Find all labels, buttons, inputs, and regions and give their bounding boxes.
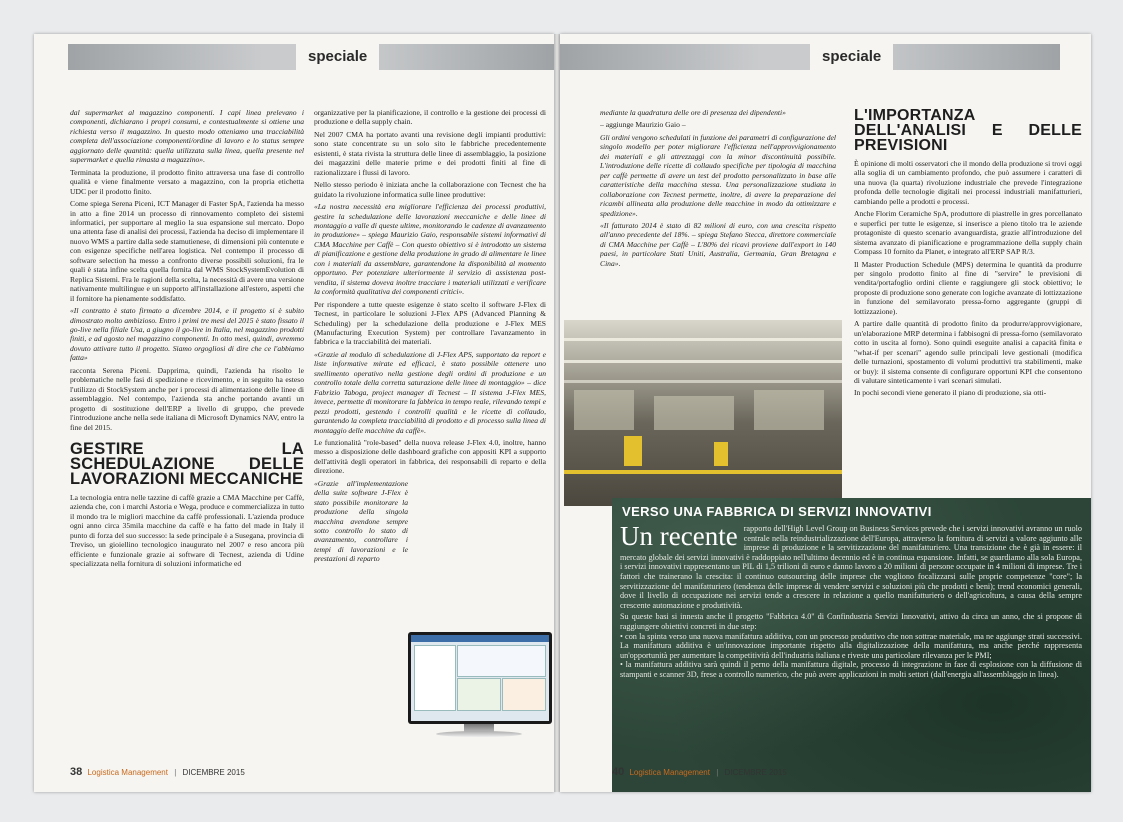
paragraph: mediante la quadratura delle ore di presenza dei dipendenti» xyxy=(600,108,786,117)
section-header-label: speciale xyxy=(810,42,893,72)
factory-photo xyxy=(564,320,842,506)
issue-date: DICEMBRE 2015 xyxy=(182,768,245,777)
header-bar xyxy=(68,44,554,70)
footer-separator: | xyxy=(174,768,177,777)
paragraph: Nel 2007 CMA ha portato avanti una revisione degli impianti produttivi: sono state concentrate su un solo sito le fabbriche precedentemente esistenti, è stata rivista la struttura delle linee di assemblaggio, la posizione dei magazzini delle materie prime e dei prodotti finiti al fine di razionalizzare i flussi di lavoro. xyxy=(314,129,546,177)
paragraph: Nello stesso periodo è iniziata anche la collaborazione con Tecnest che ha guidato la rivoluzione informatica sulle linee produttive: xyxy=(314,180,546,199)
paragraph: «Il fatturato 2014 è stato di 82 milioni di euro, con una crescita rispetto all'anno precedente del 18%. – spiega Stefano Stecca, direttore commerciale di CMA Macchine per Caffè – L'80% dei ricavi proviene dall'export in 140 paesi, in particolare Stati Uniti, Australia, Germania, Gran Bretagna e Cina». xyxy=(600,220,836,268)
paragraph: Per rispondere a tutte queste esigenze è stato scelto il software J-Flex di Tecnest, in particolare le soluzioni J-Flex APS (Advanced Planning & Scheduling) per la schedulazione della produzione e J-Flex MES (Manufacturing Execution System) per controllare l'avanzamento in fabbrica e la tracciabilità dei materiali. xyxy=(314,299,546,347)
section-header-label: speciale xyxy=(296,42,379,72)
paragraph: È opinione di molti osservatori che il mondo della produzione si trovi oggi alla soglia di un cambiamento profondo, che può assumere i caratteri di una nuova (la quarta) rivoluzione industriale che prevede l'integrazione profonda delle tecnologie digitali nei processi industriali manifatturieri, cambiando pelle a prodotti e processi. xyxy=(854,159,1082,206)
left-col2-quote: «Grazie all'implementazione della suite software J-Flex è stato possibile monitorare la produzione della singola macchina avendone sempre sotto controllo lo stato di avanzamento, controllare i tempi di lavorazioni e le prestazioni di reparto xyxy=(314,478,408,564)
monitor-illustration xyxy=(406,632,554,738)
page-number: 38 xyxy=(70,766,83,778)
sidebar-box xyxy=(612,498,1091,792)
software-dashboard-image xyxy=(411,635,549,721)
paragraph: Terminata la produzione, il prodotto finito attraversa una fase di controllo qualità e viene finalmente versato a magazzino, con la propria etichetta UDC per il prodotto finito. xyxy=(70,167,304,196)
paragraph: – aggiunge Maurizio Gaio – xyxy=(600,120,686,130)
box-body xyxy=(620,521,1082,680)
left-col1-bottom-text: La tecnologia entra nelle tazzine di caffè grazie a CMA Macchine per Caffè, azienda che, con i marchi Astoria e Wega, produce e commercializza in tutto il mondo tra le migliori macchine da caffè professionali. L'azienda produce ogni anno circa 35mila macchine da caffè e ha fatto del made in Italy il punto di forza del suo successo: la sede principale è a Susegana, provincia di Treviso, un gioiellino tecnologico inaugurato nel 2007 e reso ancora più efficiente e funzionale grazie ai software di Tecnest, azienda di Udine specializzata nella fornitura di soluzioni informatiche ed xyxy=(70,492,304,569)
magazine-brand: Logistica Management xyxy=(629,768,710,777)
box-bullet-1: • con la spinta verso una nuova manifattura additiva, con un processo produttivo che non sottrae materiale, ma ne aggiunge strati successivi. La manifattura additiva è un'innovazione importante rispetto alla digitalizzazione della manifattura, ma anche perché rappresenta un'opportunità per aumentare la competitività dell'industria italiana e riveste una particolare rilevanza per le PMI; xyxy=(620,631,1082,660)
right-column-2 xyxy=(854,108,1082,498)
paragraph: Il Master Production Schedule (MPS) determina le quantità da produrre per singolo prodotto finito al fine di "servire" le previsioni di vendita/portafoglio ordini cliente e raggiungere gli stock obiettivo; le proposte di produzione sono generate con logiche avanzate di lottizzazione in funzione del semilavorato pressa-forno aggregante (gruppi di lottizzazione). xyxy=(854,259,1082,316)
left-column-1 xyxy=(70,108,304,708)
box-dropcap: Un recente xyxy=(620,521,738,551)
right-column-1 xyxy=(600,108,836,318)
paragraph: Le funzionalità "role-based" della nuova release J-Flex 4.0, inoltre, hanno messo a disposizione delle dashboard grafiche con appositi KPI a supporto dell'attività degli operatori in fabbrica, dei responsabili di reparto e della direzione. xyxy=(314,437,546,476)
box-paragraph-1: rapporto dell'High Level Group on Business Services prevede che i servizi innovativi avranno un ruolo centrale nella reindustrializzazione dell'Europa, attraverso la fornitura di servizi a valore aggiunto alle imprese di produzione e la servitizzazione del manifatturiero. Una transizione che è già in essere: il mercato globale dei servizi innovativi è raddoppiato nell'ultimo decennio ed è in continua espansione. Infatti, se guardiamo alla sola Europa, i servizi innovativi rappresentano un PIL di 1,5 trilioni di euro e danno lavoro a 20 milioni di persone occupate in 4 milioni di imprese. Tre i fattori che trainerano la crescita: il continuo outsourcing delle imprese che vogliono focalizzarsi sulle proprie competenze "core"; la servitizzazione del manifatturiero (tendenza delle imprese di vendere servizi e soluzioni più che prodotti e beni); trend economici generali, dove il livello di occupazione nei servizi tende a crescere in relazione a quello manifatturiero o dell'agricoltura, a causa della sempre crescente automazione e produttività. xyxy=(620,524,1082,610)
paragraph: «Grazie al modulo di schedulazione di J-Flex APS, supportato da report e liste informative mirate ed efficaci, è stato possibile ottenere uno snellimento operativo nella gestione degli ordini di produzione e un controllo totale della corretta saturazione delle linee di montaggio» – dice Fabrizio Taboga, project manager di Tecnest – Il sistema J-Flex MES, invece, permette di monitorare la fabbrica in tempo reale, rilevando tempi e pezzi prodotti, gestendo i controlli qualità e le ricette di collaudo, garantendo la completa tracciabilità di prodotto e di processo sulla linea di montaggio delle macchine da caffè». xyxy=(314,349,546,435)
footer-separator: | xyxy=(716,768,719,777)
box-title: VERSO UNA FABBRICA DI SERVIZI INNOVATIVI xyxy=(622,504,932,519)
paragraph: racconta Serena Piceni. Dapprima, quindi, l'azienda ha risolto le problematiche nelle fasi di spedizione e ricevimento, e in seguito ha esteso l'utilizzo di StockSystem anche per i processi di alimentazione delle linee di assemblaggio. Nel contempo, l'azienda sta anche portando avanti un progetto di sostituzione dell'ERP a livello di gruppo, che prevede l'introduzione anche nella sede italiana di Microsoft Dynamics NAV, entro la fine del 2015. xyxy=(70,365,304,432)
issue-date: DICEMBRE 2015 xyxy=(724,768,787,777)
header-bar xyxy=(560,44,1060,70)
section-title: GESTIRE LA SCHEDULAZIONE DELLE LAVORAZIONI MECCANICHE xyxy=(70,439,304,488)
paragraph: In pochi secondi viene generato il piano di produzione, sia otti- xyxy=(854,388,1047,398)
right-section-title: L'IMPORTANZA DELL'ANALISI E DELLE PREVISIONI xyxy=(854,108,1082,154)
right-col2-text xyxy=(854,159,1082,398)
left-col1-top-text xyxy=(70,108,304,432)
paragraph: dal supermarket al magazzino componenti. I capi linea prelevano i componenti, dichiarano i propri consumi, e contestualmente si ottiene una richiesta verso il magazzino. In questo modo otteniamo una tracciabilità completa dell'associazione componenti/ordine di lavoro e lo status sempre aggiornato delle quantità: quella utilizzata sulla linea, quella presente nel supermarket e quella rimasta a magazzino». xyxy=(70,108,304,165)
paragraph: «Il contratto è stato firmato a dicembre 2014, e il progetto si è subito dimostrato molto ambizioso. Entro i primi tre mesi del 2015 è stato fissato il go-live nella filiale Usa, a giugno il go-live in Italia, nel magazzino prodotti finiti, e ad agosto nel magazzino componenti. In otto mesi, quindi, avremmo dovuto attivare tutto il progetto. Siamo orgogliosi di dire che ce l'abbiamo fatta» xyxy=(70,306,304,363)
box-paragraph-2: Su queste basi si innesta anche il progetto "Fabbrica 4.0" di Confindustria Servizi Innovativi, attivo da circa un anno, che si propone di raggiungere obiettivi concreti in due step: xyxy=(620,612,1082,631)
paragraph: Anche Florim Ceramiche SpA, produttore di piastrelle in gres porcellanato e superfici per tutte le esigenze, si inserisce a pieno titolo tra le aziende protagoniste di questo scenario avanguardista, grazie all'introduzione del sistema avanzato di pianificazione e programmazione della supply chain Compass 10 fornito da Planet, e integrato all'ERP SAP R/3. xyxy=(854,209,1082,257)
right-col1-top-text xyxy=(600,108,836,268)
paragraph: organizzative per la pianificazione, il controllo e la gestione dei processi di produzione e della supply chain. xyxy=(314,108,546,127)
box-bullet-2: • la manifattura additiva sarà quindi il perno della manifattura digitale, processo di integrazione in fase di esplosione con la diffusione di stampanti e scanner 3D, frese a controllo numerico, che può avere applicazioni in molti settori (dall'energia all'assemblaggio in linea). xyxy=(620,660,1082,679)
paragraph: A partire dalle quantità di prodotto finito da produrre/approvvigionare, un'elaborazione MRP determina i fabbisogni di pressa-forno (semilavorato cotto in uscita al forno). Sono quindi eseguite analisi a capacità finita e "what-if per scenari" agendo sulle principali leve gestionali (modifica delle turnazioni, spostamento di volumi produttivi tra stabilimenti, make or buy): il sistema consente di configurare opportuni KPI che consentono di valutare sinteticamente i vari scenari simulati. xyxy=(854,319,1082,385)
paragraph: Gli ordini vengono schedulati in funzione dei parametri di configurazione del singolo modello per poter migliorare l'efficienza nell'approvvigionamento dei materiali e gli attrezzaggi con la minor discontinuità possibile. L'introduzione delle ricette di collaudo specifiche per tipologia di macchina per caffè permette di avere un test del prodotto personalizzato in base alle caratteristiche della macchina stessa. Una personalizzazione studiata in collaborazione con Tecnest permette, inoltre, di avere la preparazione dei ricambi allineata alla produzione delle macchine in modo da ottimizzare e spedizione». xyxy=(600,132,836,218)
paragraph: «La nostra necessità era migliorare l'efficienza dei processi produttivi, gestire la schedulazione delle lavorazioni meccaniche e delle linee di montaggio a valle di queste ultime, monitorando le cadenze di avanzamento in produzione» – spiega Maurizio Gaio, responsabile sistemi informativi di CMA Macchine per Caffè – Con questo obiettivo si è introdotto un sistema di pianificazione e gestione della produzione in grado di alimentare le linee con i materiali da assemblare, garantendone la disponibilità al momento opportuno. Per potenziare ulteriormente il servizio di assistenza post-vendita, il sistema doveva inoltre tracciare i materiali utilizzati e verificare la conformità qualitativa dei componenti critici». xyxy=(314,202,546,297)
right-page xyxy=(560,34,1091,792)
page-number: 40 xyxy=(612,766,625,778)
right-footer xyxy=(612,766,787,778)
left-col2-text xyxy=(314,108,546,476)
paragraph: Come spiega Serena Piceni, ICT Manager di Faster SpA, l'azienda ha messo in atto a fine 2014 un processo di rinnovamento completo dei sistemi informatici, per supportare al meglio la sua espansione sul mercato. Dopo una attenta fase di analisi dei processi, l'azienda ha deciso di implementare il nuovo WMS a partire dalla sede stamutienese, di dimensioni più contenute e con esigenze specifiche nell'area logistica. Nel contempo il processo di software selection ha messo a confronto diverse possibili soluzioni, fra le quali è stata infine scelta quella fornita dal WMS StockSystemEvolution di Replica Sistemi. Fra le ragioni della scelta, la necessità di avere una versione nativamente multilingue e un supporto all'installazione all'estero, aspetti che il fornitore ha pienamente soddisfatto. xyxy=(70,199,304,303)
left-footer xyxy=(70,766,245,778)
magazine-brand: Logistica Management xyxy=(87,768,168,777)
monitor-screen xyxy=(408,632,552,724)
